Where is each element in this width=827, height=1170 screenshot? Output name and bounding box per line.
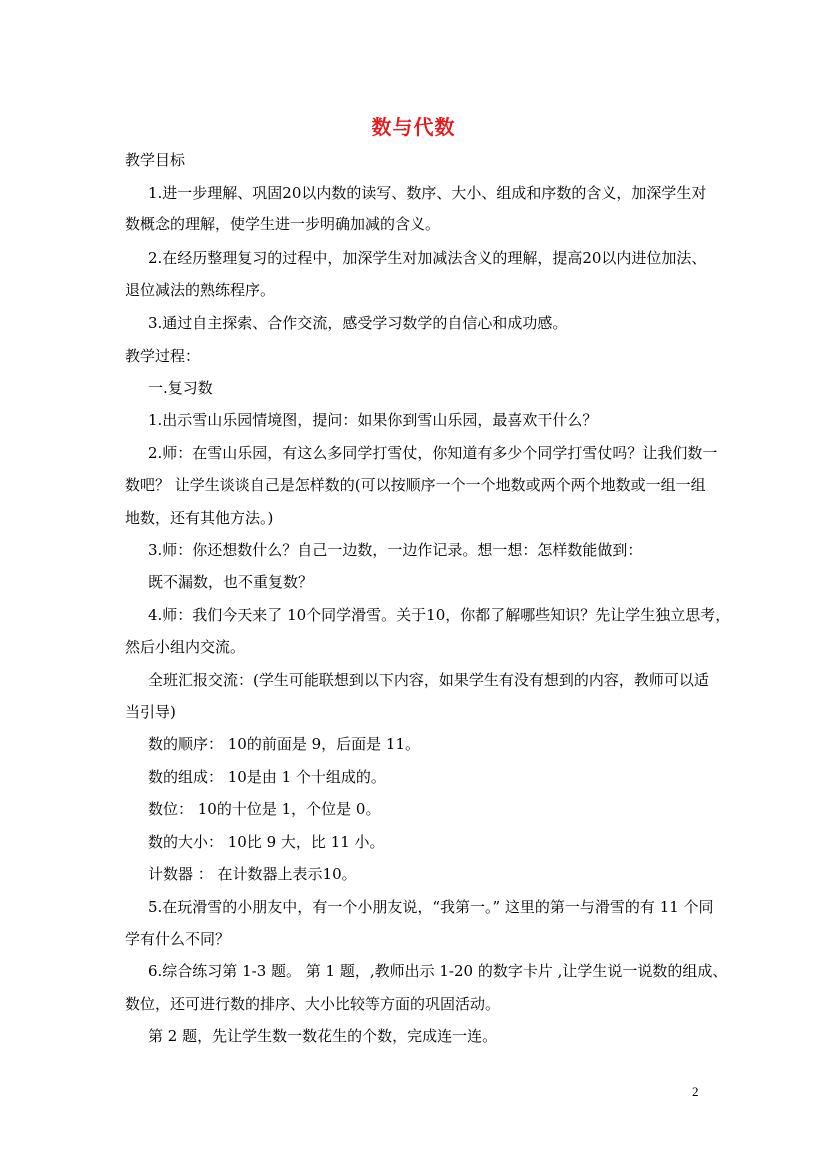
text-line: 地数，还有其他方法。) [125, 509, 274, 527]
text-line: 3.师：你还想数什么？自己一边数，一边作记录。想一想：怎样数能做到： [148, 541, 643, 559]
text-line: 数的顺序： 10的前面是 9，后面是 11。 [148, 735, 421, 753]
text-line: 计数器 ： 在计数器上表示10。 [148, 865, 357, 883]
text-line: 2.在经历整理复习的过程中，加深学生对加减法含义的理解，提高20以内进位加法、 [148, 249, 707, 267]
text-line: 然后小组内交流。 [125, 638, 246, 656]
text-line: 4.师：我们今天来了 10个同学滑雪。关于10，你都了解哪些知识？先让学生独立思考， [148, 606, 731, 624]
text-line: 教学过程： [125, 347, 201, 365]
text-line: 既不漏数，也不重复数？ [148, 573, 314, 591]
text-line: 数位： 10的十位是 1，个位是 0。 [148, 800, 381, 818]
text-line: 数吧？ 让学生谈谈自己是怎样数的(可以按顺序一个一个地数或两个两个地数或一组一组 [125, 476, 706, 494]
text-line: 一.复习数 [148, 379, 213, 397]
text-line: 1.出示雪山乐园情境图，提问：如果你到雪山乐园，最喜欢干什么？ [148, 411, 598, 429]
text-line: 3.通过自主探索、合作交流，感受学习数学的自信心和成功感。 [148, 314, 568, 332]
text-line: 1.进一步理解、巩固20以内数的读写、数序、大小、组成和序数的含义，加深学生对 [148, 184, 707, 202]
text-line: 退位减法的熟练程序。 [125, 281, 276, 299]
text-line: 5.在玩滑雪的小朋友中，有一个小朋友说，“我第一。” 这里的第一与滑雪的有 11 个同 [148, 898, 714, 916]
text-line: 全班汇报交流：(学生可能联想到以下内容，如果学生有没有想到的内容，教师可以适 [148, 671, 709, 689]
text-line: 2.师：在雪山乐园，有这么多同学打雪仗，你知道有多少个同学打雪仗吗？让我们数一 [148, 444, 718, 462]
document-title: 数与代数 [371, 115, 456, 139]
text-line: 学有什么不同？ [125, 930, 231, 948]
text-line: 数概念的理解，使学生进一步明确加减的含义。 [125, 215, 441, 233]
text-line: 当引导) [125, 703, 176, 721]
page-number: 2 [692, 1084, 699, 1099]
text-line: 数的大小： 10比 9 大，比 11 小。 [148, 833, 385, 851]
text-line: 数位，还可进行数的排序、大小比较等方面的巩固活动。 [125, 995, 501, 1013]
text-line: 数的组成： 10是由 1 个十组成的。 [148, 768, 386, 786]
text-line: 6.综合练习第 1-3 题。 第 1 题，,教师出示 1-20 的数字卡片 ,让学生说一说数的组成、 [148, 962, 728, 980]
text-line: 第 2 题，先让学生数一数花生的个数，完成连一连。 [148, 1027, 498, 1045]
text-line: 教学目标 [125, 151, 186, 169]
